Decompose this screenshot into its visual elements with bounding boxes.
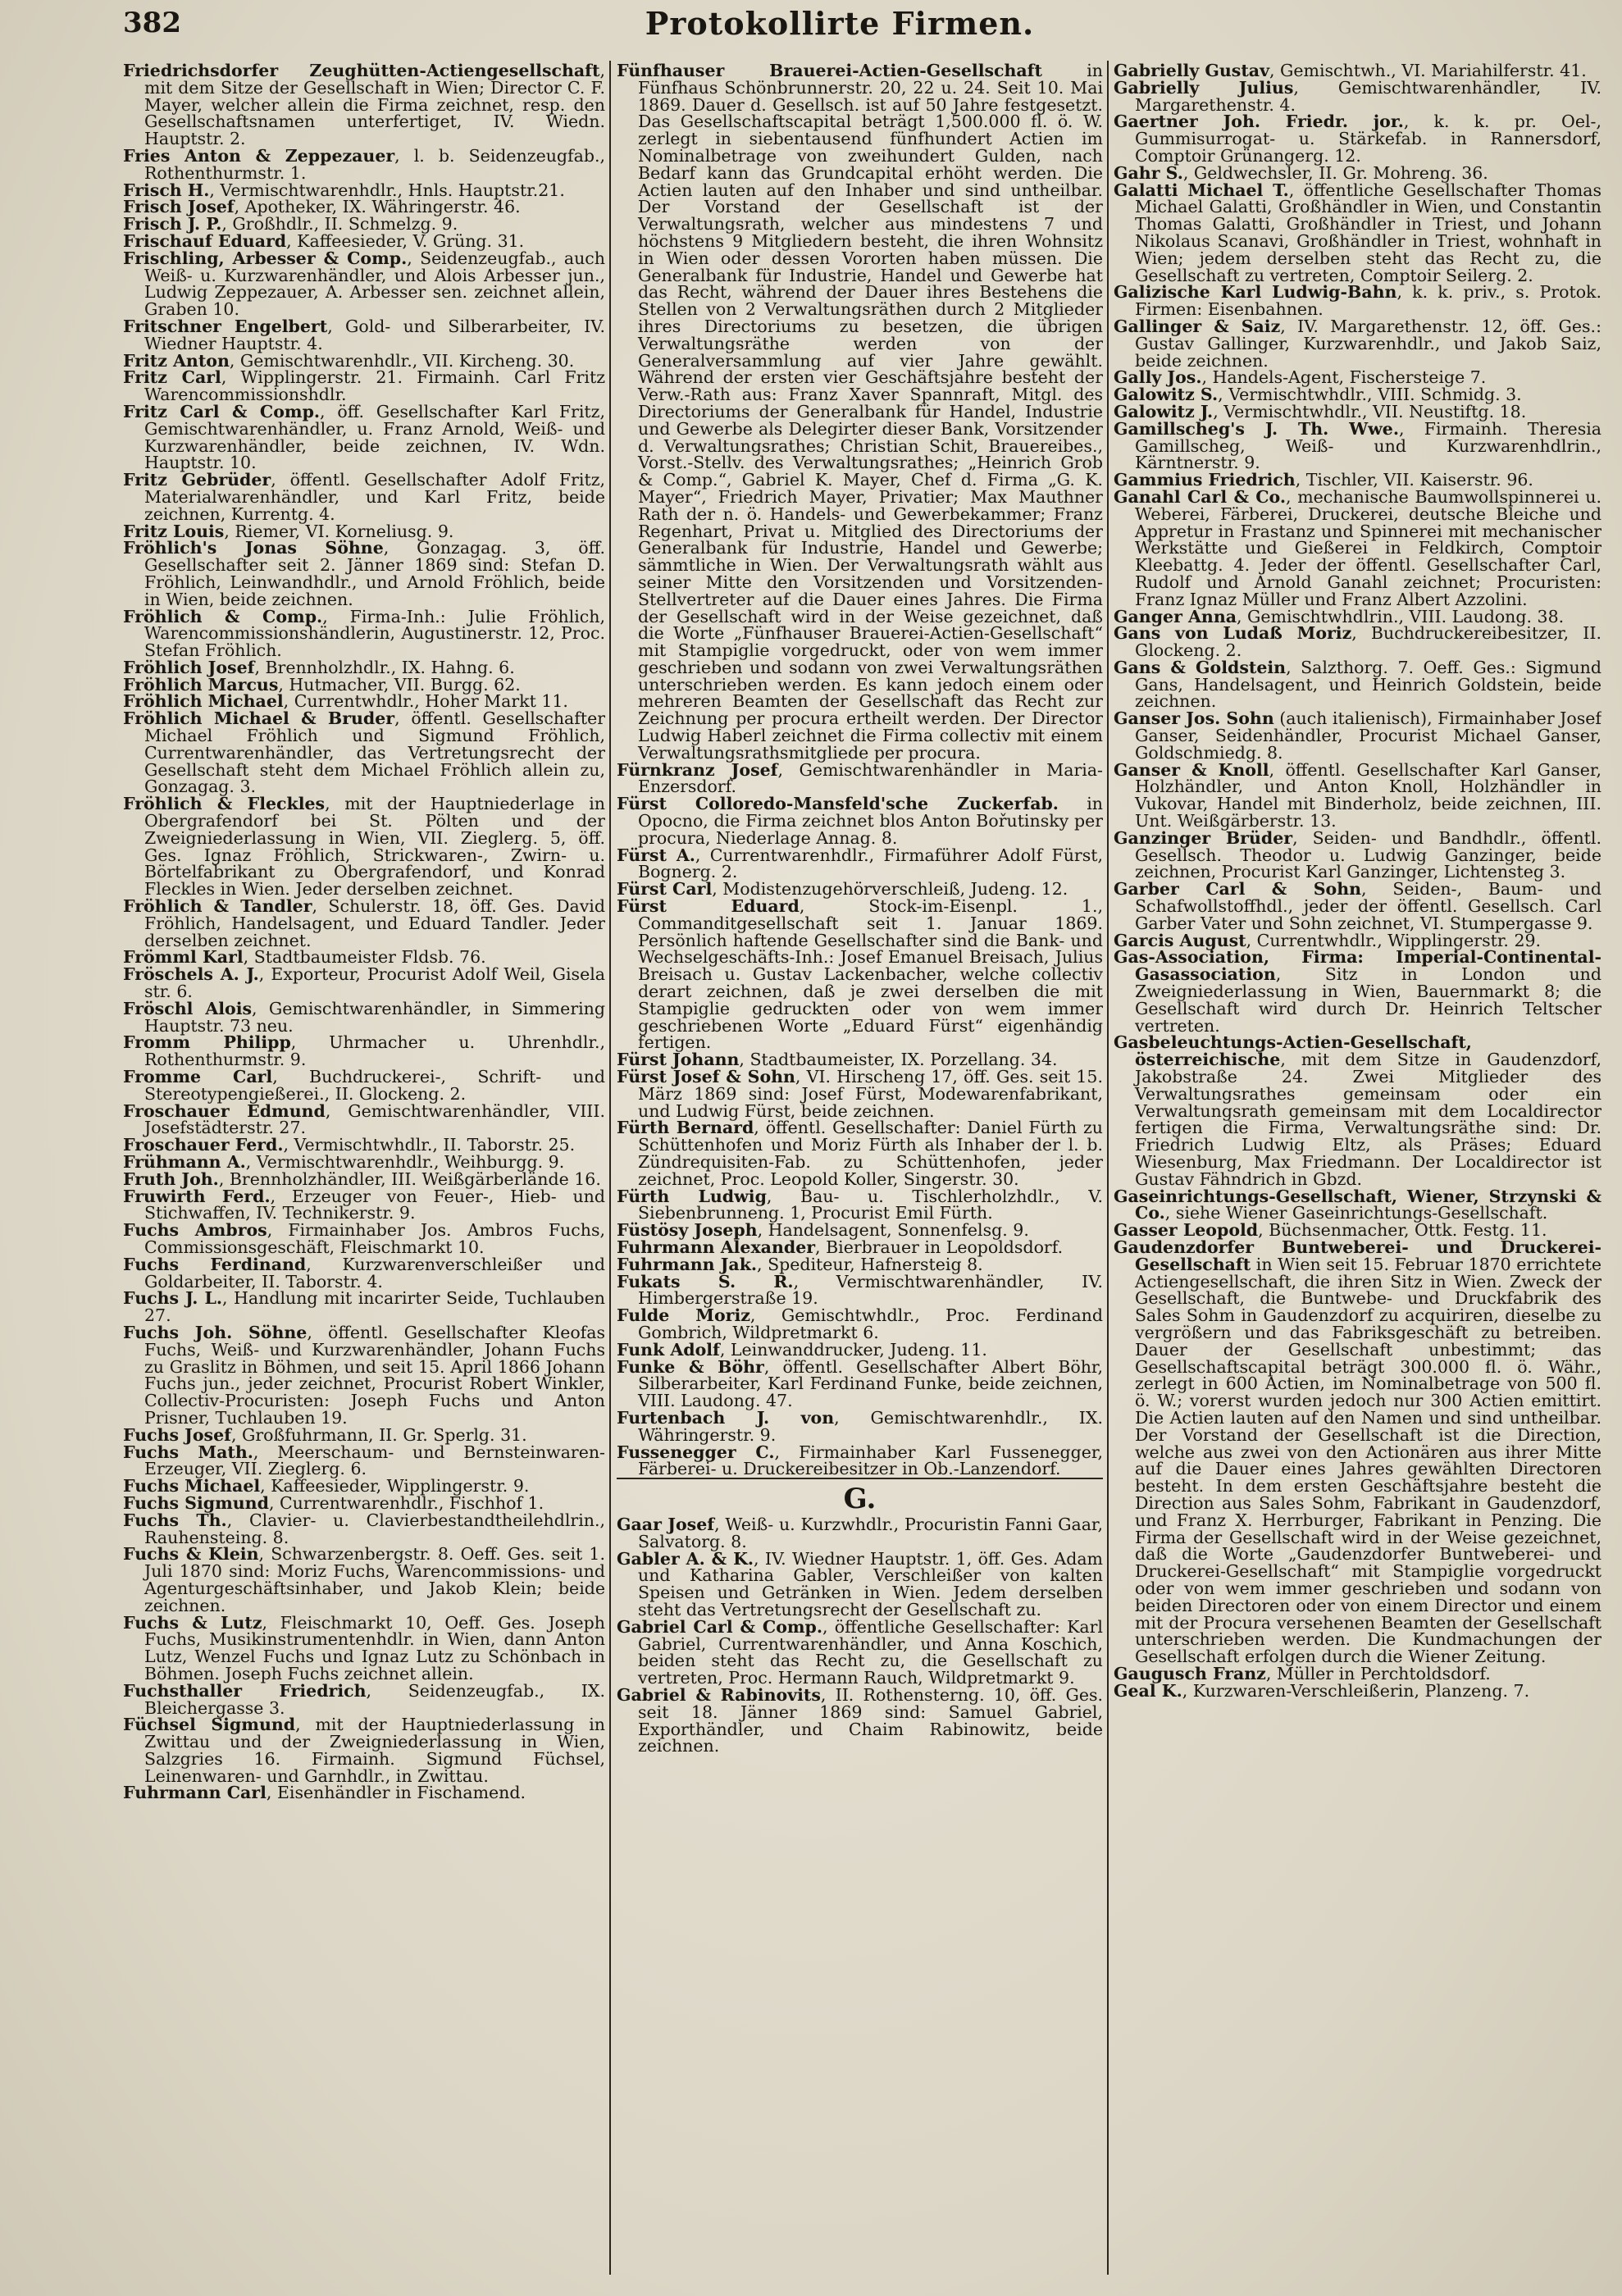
firm-entry: [123, 1784, 605, 1802]
firm-entry: [123, 350, 605, 371]
firm-name: Fuchs Joh. Söhne: [123, 1322, 308, 1342]
firm-entry: [123, 1168, 605, 1189]
firm-details: , Vermischtwarenhändler, IV. Himbergerstraße 19.: [638, 1271, 1103, 1309]
firm-entry: [1114, 625, 1601, 659]
firm-entry: [617, 62, 1103, 762]
firm-details: , Büchsenmacher, Ottk. Festg. 11.: [1258, 1220, 1547, 1241]
firm-entry: [123, 898, 605, 949]
firm-details: , öffentl. Gesellschafter: Daniel Fürth zu Schüttenhofen und Moriz Fürth als Inhaber der l. b. Zündrequisiten-Fab. zu Schüttenhofen, jeder zeichnet, Proc. Leopold Koller, Singerstr. 30.: [638, 1118, 1103, 1189]
firm-details: , Schwarzenbergstr. 8. Oeff. Ges. seit 1. Juli 1870 sind: Moriz Fuchs, Warencommissions- und Agenturgeschäftsinhaber, und Jakob Klein; beide zeichnen.: [144, 1544, 605, 1615]
firm-details: , Bau- u. Tischlerholzhdlr., V. Siebenbrunneng. 1, Procurist Emil Fürth.: [638, 1186, 1103, 1223]
firm-name: Frömml Karl: [123, 947, 244, 968]
firm-name: Fruwirth Ferd.: [123, 1186, 271, 1206]
firm-entry: [617, 1548, 1103, 1620]
firm-entry: [617, 1222, 1103, 1239]
column-rule: [609, 61, 611, 2275]
firm-details: , Vermischtwhdlr., VII. Neustiftg. 18.: [1213, 401, 1527, 421]
firm-entry: [123, 230, 605, 251]
firm-entry: [123, 1137, 605, 1154]
firm-name: Fröschels A. J.: [123, 964, 259, 985]
firm-entry: [123, 1716, 605, 1784]
firm-details: , Kaffeesieder, V. Grüng. 31.: [286, 230, 525, 251]
firm-details: , öffentl. Gesellschafter Michael Fröhlich und Sigmund Fröhlich, Currentwarenhändler, das Vertretungsrecht der Gesellschaft steht dem Michael Fröhlich allein zu, Gonzagag. 3.: [144, 708, 605, 797]
firm-entry: [123, 1546, 605, 1614]
firm-entry: [1114, 1034, 1601, 1187]
firm-entry: [1114, 386, 1601, 403]
firm-name: Fuchs Th.: [123, 1510, 227, 1530]
firm-details: , Vermischtwarenhdlr., Hnls. Hauptstr.21.: [209, 180, 565, 200]
firm-entry: [123, 1612, 605, 1683]
firm-name: Fröschl Alois: [123, 998, 253, 1018]
firm-details: , Gemischtwarenhändler, VIII. Josefstädterstr. 27.: [144, 1100, 605, 1138]
firm-details: , Kaffeesieder, Wipplingerstr. 9.: [260, 1476, 530, 1496]
firm-entry: [1114, 1239, 1601, 1665]
firm-name: Fröhlich Michael: [123, 691, 284, 712]
firm-name: Fröhlich's Jonas Söhne: [123, 538, 384, 558]
firm-name: Friedrichsdorfer Zeughütten-Actiengesellschaft: [123, 62, 600, 80]
firm-details: , Handlung mit incarirter Seide, Tuchlauben 27.: [144, 1288, 605, 1326]
firm-name: Gamillscheg's J. Th. Wwe.: [1114, 418, 1399, 439]
firm-name: Gasser Leopold: [1114, 1220, 1259, 1241]
firm-name: Fulde Moriz: [617, 1305, 750, 1326]
firm-name: Gans & Goldstein: [1114, 657, 1287, 677]
firm-name: Gans von Ludaß Moriz: [1114, 623, 1352, 644]
firm-details: , Firmainhaber Jos. Ambros Fuchs, Commissionsgeschäft, Fleischmarkt 10.: [144, 1220, 605, 1257]
firm-details: , IV. Wiedner Hauptstr. 1, öff. Ges. Adam und Katharina Gabler, Verschleißer von kalten Speisen und Getränken in Wien. Jedem derselben steht das Vertretungsrecht der Gesellschaft zu.: [638, 1548, 1103, 1620]
firm-details: , Weiß- u. Kurzwhdlr., Procuristin Fanni Gaar, Salvatorg. 8.: [638, 1514, 1103, 1551]
firm-name: Galowitz J.: [1114, 401, 1214, 421]
firm-entry: [617, 1068, 1103, 1119]
firm-name: Fürst Carl: [617, 879, 713, 900]
firm-name: Fünfhauser Brauerei-Actien-Gesellschaft: [617, 62, 1042, 80]
firm-name: Ganser & Knoll: [1114, 759, 1269, 780]
firm-details: , Geldwechsler, II. Gr. Mohreng. 36.: [1182, 162, 1488, 183]
firm-details: , Firmainh. Theresia Gamillscheg, Weiß- und Kurzwarenhdlrin., Kärntnerstr. 9.: [1135, 418, 1601, 473]
firm-details: , öffentl. Gesellschafter Kleofas Fuchs, Weiß- und Kurzwarenhändler, Johann Fuchs zu Graslitz in Böhmen, und seit 15. April 1866 Johann Fuchs jun., jeder zeichnet, Procurist Robert Winkler, Collectiv-Procuristen: Joseph Fuchs und Anton Prisner, Tuchlauben 19.: [144, 1322, 605, 1428]
firm-entry: [617, 898, 1103, 1051]
firm-name: Fuchs & Klein: [123, 1544, 259, 1565]
firm-name: Ganser Jos. Sohn: [1114, 708, 1274, 729]
firm-name: Ganzinger Brüder: [1114, 827, 1293, 848]
firm-name: Gaugusch Franz: [1114, 1663, 1266, 1683]
firm-entry: [1114, 710, 1601, 761]
firm-name: Funke & Böhr: [617, 1356, 764, 1377]
firm-name: Gaertner Joh. Friedr. jor.: [1114, 112, 1404, 132]
firm-details: , Gold- und Silberarbeiter, IV. Wiedner Hauptstr. 4.: [144, 316, 605, 353]
firm-details: , Riemer, VI. Korneliusg. 9.: [224, 521, 454, 541]
firm-name: Gabrielly Gustav: [1114, 62, 1269, 80]
firm-details: , öffentl. Gesellschafter Karl Ganser, Holzhändler, und Anton Knoll, Holzhändler in Vukovar, Handel mit Binderholz, beide zeichnen, III. Unt. Weißgärberstr. 13.: [1135, 759, 1601, 831]
firm-name: Fürst Colloredo-Mansfeld'sche Zuckerfab.: [617, 794, 1059, 814]
firm-name: Fröhlich & Tandler: [123, 896, 312, 917]
firm-details: , öffentl. Gesellschafter Albert Böhr, Silberarbeiter, Karl Ferdinand Funke, beide zeichnen, VIII. Laudong. 47.: [638, 1356, 1103, 1411]
firm-details: , öffentl. Gesellschafter Adolf Fritz, Materialwarenhändler, und Karl Fritz, beide zeichnen, Kurrentg. 4.: [144, 470, 605, 524]
firm-entry: [123, 1068, 605, 1103]
firm-details: , öffentliche Gesellschafter: Karl Gabriel, Currentwarenhändler, und Anna Koschich, beiden steht das Recht zu, die Gesellschaft zu vertreten, Proc. Hermann Rauch, Wildpretmarkt 9.: [638, 1616, 1103, 1688]
firm-details: , Firmainhaber Karl Fussenegger, Färberei- u. Druckereibesitzer in Ob.-Lanzendorf.: [638, 1442, 1103, 1479]
firm-details: , l. b. Seidenzeugfab., Rothenthurmstr. 1.: [144, 145, 605, 183]
firm-details: , Gemischtwhdlrin., VIII. Laudong. 38.: [1237, 606, 1565, 626]
firm-name: Fürst A.: [617, 845, 695, 865]
firm-entry: [1114, 659, 1601, 710]
firm-name: Fürth Ludwig: [617, 1186, 767, 1206]
firm-name: Füchsel Sigmund: [123, 1715, 296, 1735]
firm-entry: [123, 1154, 605, 1171]
firm-name: Gallinger & Saiz: [1114, 316, 1281, 336]
firm-entry: [617, 1256, 1103, 1273]
page-header: [123, 0, 1589, 46]
firm-name: Fuchs J. L.: [123, 1288, 223, 1309]
firm-name: Fuchs Ferdinand: [123, 1254, 307, 1274]
firm-details: , Gemischtwarenhdlr., VII. Kircheng. 30.: [229, 350, 575, 371]
firm-entry: [123, 608, 605, 659]
firm-name: Frischling, Arbesser & Comp.: [123, 248, 408, 268]
firm-entry: [1114, 284, 1601, 318]
firm-details: , Hutmacher, VII. Burgg. 62.: [278, 674, 521, 695]
firm-details: , Stadtbaumeister Fldsb. 76.: [243, 947, 486, 968]
firm-entry: [123, 1000, 605, 1035]
firm-details: , Großhdlr., II. Schmelzg. 9.: [221, 214, 458, 235]
firm-entry: [123, 795, 605, 898]
firm-name: Fuhrmann Alexander: [617, 1237, 816, 1257]
firm-name: Gammius Friedrich: [1114, 470, 1296, 490]
firm-entry: [123, 966, 605, 1000]
firm-details: , Seidenzeugfab., IX. Bleichergasse 3.: [144, 1680, 605, 1718]
firm-details: , Sitz in London und Zweigniederlassung in Wien, Bauernmarkt 8; die Gesellschaft wird durch Dr. Heinrich Teltscher vertreten.: [1135, 964, 1601, 1036]
firm-name: Gahr S.: [1114, 162, 1183, 183]
firm-details: , Modistenzugehörverschleiß, Judeng. 12.: [712, 879, 1068, 900]
firm-entry: [617, 795, 1103, 846]
firm-entry: [1114, 182, 1601, 285]
firm-details: , Buchdruckereibesitzer, II. Glockeng. 2.: [1135, 623, 1601, 661]
firm-details: , Kurzwarenverschleißer und Goldarbeiter, II. Taborstr. 4.: [144, 1254, 605, 1292]
firm-entry: [617, 1616, 1103, 1688]
firm-entry: [617, 1684, 1103, 1756]
firm-name: Frisch Josef: [123, 197, 235, 217]
firm-entry: [123, 949, 605, 966]
firm-entry: [123, 676, 605, 694]
firm-name: Fromm Philipp: [123, 1032, 291, 1053]
firm-name: Fritz Carl: [123, 367, 221, 388]
firm-details: , Gemischtwarenhdlr., IX. Währingerstr. 9.: [638, 1407, 1103, 1445]
firm-details: , Erzeuger von Feuer-, Hieb- und Stichwaffen, IV. Technikerstr. 9.: [144, 1186, 605, 1223]
firm-details: , Currentwhdlr., Hoher Markt 11.: [283, 691, 568, 712]
firm-details: , Seiden-, Baum- und Schafwollstoffhdl., jeder der öffentl. Gesellsch. Carl Garber Vater und Sohn zeichnet, VI. Stumpergasse 9.: [1135, 879, 1601, 933]
firm-entry: [1114, 1680, 1601, 1701]
firm-entry: [617, 881, 1103, 898]
firm-name: Fries Anton & Zeppezauer: [123, 145, 395, 166]
firm-entry: [123, 540, 605, 608]
section-heading: G.: [843, 1483, 877, 1516]
firm-details: , Brennholzhdlr., IX. Hahng. 6.: [254, 657, 515, 677]
firm-entry: [123, 250, 605, 318]
firm-entry: [123, 216, 605, 233]
firm-entry: [1114, 403, 1601, 421]
firm-name: Fuchs Sigmund: [123, 1492, 269, 1513]
firm-details: , Meerschaum- und Bernsteinwaren-Erzeuger, VII. Zieglerg. 6.: [144, 1442, 605, 1479]
column-2: [617, 62, 1103, 2296]
firm-entry: [123, 1256, 605, 1291]
column-3: [1114, 62, 1601, 2296]
firm-details: , Brennholzhändler, III. Weißgärberlände 16.: [218, 1168, 601, 1189]
column-1: [123, 62, 605, 2296]
firm-name: Garber Carl & Sohn: [1114, 879, 1362, 900]
firm-entry: [123, 1324, 605, 1427]
firm-entry: [617, 847, 1103, 882]
firm-details: , II. Rothensterng. 10, öff. Ges. seit 18. Jänner 1869 sind: Samuel Gabriel, Exporthändler, und Chaim Rabinowitz, beide zeichnen.: [638, 1684, 1103, 1756]
firm-details: , mechanische Baumwollspinnerei u. Weberei, Färberei, Druckerei, deutsche Bleiche und Appretur in Frastanz und Spinnerei mit mechanischer Werkstätte und Gießerei in Feldkirch, Comptoir Kleebattg. 4. Jeder der öffentl. Gesellschafter Carl, Rudolf und Arnold Ganahl zeichnet; Procuristen: Franz Ignaz Müller und Franz Albert Azzolini.: [1135, 486, 1601, 609]
firm-details: , Seidenzeugfab., auch Weiß- u. Kurzwarenhändler, und Alois Arbesser jun., Ludwig Zeppezauer, A. Arbesser sen. zeichnet allein, Graben 10.: [144, 248, 605, 320]
firm-name: Gabrielly Julius: [1114, 77, 1294, 98]
firm-name: Fröhlich Josef: [123, 657, 255, 677]
firm-entry: [1114, 486, 1601, 609]
firm-entry: [123, 1444, 605, 1478]
firm-entry: [1114, 77, 1601, 115]
firm-entry: [123, 1222, 605, 1256]
firm-details: , Seiden- und Bandhdlr., öffentl. Gesellsch. Theodor u. Ludwig Ganzinger, beide zeichnen, Procurist Karl Ganzinger, Lichtensteg 3.: [1135, 827, 1601, 882]
firm-name: Fuchs Math.: [123, 1442, 253, 1462]
firm-name: Gasbeleuchtungs-Actien-Gesellschaft, österreichische: [1114, 1032, 1472, 1070]
firm-details: , VI. Hirscheng 17, öff. Ges. seit 15. März 1869 sind: Josef Fürst, Modewarenfabrikant, und Ludwig Fürst, beide zeichnen.: [638, 1067, 1103, 1121]
firm-name: Froschauer Edmund: [123, 1100, 326, 1121]
firm-name: Frühmann A.: [123, 1152, 246, 1172]
firm-details: , Leinwanddrucker, Judeng. 11.: [719, 1339, 987, 1360]
firm-name: Gaar Josef: [617, 1514, 715, 1534]
firm-name: Garcis August: [1114, 930, 1246, 950]
firm-entry: [1114, 472, 1601, 489]
firm-details: , Clavier- u. Clavierbestandtheilehdlrin., Rauhensteing. 8.: [144, 1510, 605, 1547]
firm-name: Fuchs Ambros: [123, 1220, 267, 1241]
firm-details: (auch italienisch), Firmainhaber Josef Ganser, Seidenhändler, Procurist Michael Ganser, Goldschmiedg. 8.: [1135, 708, 1601, 763]
firm-details: in Wien seit 15. Februar 1870 errichtete Actiengesellschaft, die ihren Sitz in Wien. Zweck der Gesellschaft, die Buntwebe- und Druckfabrik des Sales Sohm in Gaudenzdorf zu acquiriren, dieselbe zu vergrößern und das Fabriksgeschäft zu betreiben. Dauer der Gesellschaft unbestimmt; das Gesellschaftscapital beträgt 300.000 fl. ö. Währ., zerlegt in 600 Actien, im Nominalbetrage von 500 fl. ö. W.; vorerst wurden jedoch nur 300 Actien emittirt. Die Actien lauten auf den Namen und sind untheilbar. Der Vorstand der Gesellschaft ist die Direction, welche aus zwei von den Actionären aus ihrer Mitte auf die Dauer eines Jahres gewählten Directoren besteht. In dem ersten Geschäftsjahre besteht die Direction aus Sales Sohm, Fabrikant in Gaudenzdorf, und Franz X. Herrburger, Fabrikant in Penzing. Die Firma der Gesellschaft wird in der Weise gezeichnet, daß die Worte „Gaudenzdorfer Buntweberei- und Druckerei-Gesellschaft“ mit Stampiglie vorgedruckt oder von wem immer geschrieben und sodann von beiden Directoren oder von einem Director und einem mit der Procura versehenen Beamten der Gesellschaft unterschrieben werden. Die Kundmachungen der Gesellschaft erfolgen durch die Wiener Zeitung.: [1135, 1254, 1601, 1667]
firm-entry: [1114, 608, 1601, 626]
firm-name: Fritz Anton: [123, 350, 230, 371]
firm-name: Fuchs Michael: [123, 1476, 261, 1496]
firm-entry: [123, 1034, 605, 1068]
firm-entry: [123, 1188, 605, 1223]
firm-entry: [123, 710, 605, 795]
firm-entry: [123, 62, 605, 148]
firm-details: , Gemischtwarenhändler, IV. Margarethenstr. 4.: [1135, 77, 1601, 115]
firm-entry: [1114, 369, 1601, 386]
firm-details: , Apotheker, IX. Währingerstr. 46.: [234, 197, 521, 217]
firm-entry: [1114, 418, 1601, 473]
firm-name: Gabler A. & K.: [617, 1548, 754, 1569]
firm-details: , Handelsagent, Sonnenfelsg. 9.: [757, 1220, 1029, 1241]
firm-name: Froschauer Ferd.: [123, 1135, 284, 1155]
page-number: 382: [123, 7, 181, 39]
firm-details: , Buchdruckerei-, Schrift- und Stereotypengießerei., II. Glockeng. 2.: [144, 1067, 605, 1104]
firm-entry: [123, 1492, 605, 1513]
firm-details: , Salzthorg. 7. Oeff. Ges.: Sigmund Gans, Handelsagent, und Heinrich Goldstein, beide zeichnen.: [1135, 657, 1601, 712]
firm-entry: [123, 369, 605, 403]
firm-name: Funk Adolf: [617, 1339, 720, 1360]
firm-name: Fruth Joh.: [123, 1168, 219, 1189]
firm-details: , mit dem Sitze der Gesellschaft in Wien; Director C. F. Mayer, welcher allein die Firma zeichnet, resp. den Gesellschaftsnamen unterfertiget, IV. Wiedn. Hauptstr. 2.: [144, 62, 605, 149]
firm-name: Fröhlich Marcus: [123, 674, 279, 695]
firm-details: , Gonzagag. 3, öff. Gesellschafter seit 2. Jänner 1869 sind: Stefan D. Fröhlich, Leinwandhdlr., und Arnold Fröhlich, beide in Wien, beide zeichnen.: [144, 538, 605, 609]
firm-details: , Schulerstr. 18, öff. Ges. David Fröhlich, Handelsagent, und Eduard Tandler. Jeder derselben zeichnet.: [144, 896, 605, 950]
firm-name: Fussenegger C.: [617, 1442, 775, 1462]
firm-name: Fritz Gebrüder: [123, 470, 271, 490]
firm-name: Fritz Louis: [123, 521, 225, 541]
firm-name: Gaudenzdorfer Buntweberei- und Druckerei-Gesellschaft: [1114, 1237, 1601, 1274]
firm-name: Gabriel Carl & Comp.: [617, 1616, 823, 1637]
firm-details: , öffentliche Gesellschafter Thomas Michael Galatti, Großhändler in Wien, und Constantin Thomas Galatti, Großhändler in Triest, und Johann Nikolaus Scanavi, Großhändler in Triest, wohnhaft in Wien; jedem derselben steht das Recht zu, die Gesellschaft zu vertreten, Comptoir Seilerg. 2.: [1135, 180, 1601, 285]
firm-entry: [1114, 1665, 1601, 1683]
firm-details: , Stadtbaumeister, IX. Porzellang. 34.: [739, 1050, 1058, 1070]
firm-entry: [123, 693, 605, 710]
firm-entry: [617, 1516, 1103, 1551]
firm-name: Fröhlich & Fleckles: [123, 794, 326, 814]
firm-details: , Spediteur, Hafnersteig 8.: [757, 1254, 983, 1274]
firm-details: in Opocno, die Firma zeichnet blos Anton Bořutinsky per procura, Niederlage Annag. 8.: [638, 794, 1103, 848]
firm-name: Fürst Josef & Sohn: [617, 1067, 795, 1087]
firm-entry: [617, 1444, 1103, 1478]
firm-entry: [1114, 1222, 1601, 1239]
firm-details: , Uhrmacher u. Uhrenhdlr., Rothenthurmstr. 9.: [144, 1032, 605, 1070]
firm-details: , Stock-im-Eisenpl. 1., Commanditgesellschaft seit 1. Januar 1869. Persönlich haftende Gesellschafter sind die Bank- und Wechselgeschäfts-Inh.: Josef Emanuel Breisach, Julius Breisach u. Gustav Lackenbacher, welche collectiv derart zeichnen, daß je zwei derselben die mit Stampiglie gedruckten oder von wem immer geschriebenen Worte „Eduard Fürst“ eigenhändig fertigen.: [638, 896, 1103, 1053]
firm-details: , öff. Gesellschafter Karl Fritz, Gemischtwarenhändler, u. Franz Arnold, Weiß- und Kurzwarenhändler, beide zeichnen, IV. Wdn. Hauptstr. 10.: [144, 401, 605, 473]
firm-name: Frischauf Eduard: [123, 230, 287, 251]
firm-entry: [617, 1188, 1103, 1223]
firm-name: Fuchs Josef: [123, 1424, 231, 1445]
firm-entry: [617, 1273, 1103, 1308]
firm-name: Fuhrmann Jak.: [617, 1254, 758, 1274]
firm-entry: [123, 145, 605, 183]
firm-name: Furtenbach J. von: [617, 1407, 835, 1428]
firm-details: , Wipplingerstr. 21. Firmainh. Carl Fritz Warencommissionshdlr.: [144, 367, 605, 405]
firm-entry: [123, 1680, 605, 1718]
column-rule: [1107, 61, 1109, 2275]
firm-entry: [123, 198, 605, 216]
firm-details: , mit der Hauptniederlage in Obergrafendorf bei St. Pölten und der Zweigniederlassung in Wien, VII. Zieglerg. 5, öff. Ges. Ignaz Fröhlich, Strickwaren-, Zwirn- u. Börtelfabrikant zu Obergrafendorf, und Konrad Fleckles in Wien. Jeder derselben zeichnet.: [144, 794, 605, 900]
firm-entry: [123, 182, 605, 199]
firm-name: Fürth Bernard: [617, 1118, 754, 1138]
firm-name: Gally Jos.: [1114, 367, 1202, 388]
firm-entry: [1114, 113, 1601, 164]
firm-entry: [1114, 759, 1601, 831]
firm-name: Fröhlich & Comp.: [123, 606, 323, 626]
firm-details: , Handels-Agent, Fischersteige 7.: [1201, 367, 1487, 388]
firm-entry: [1114, 162, 1601, 183]
firm-name: Fritschner Engelbert: [123, 316, 328, 336]
firm-name: Fukats S. R.: [617, 1271, 794, 1292]
firm-details: , Tischler, VII. Kaiserstr. 96.: [1295, 470, 1533, 490]
firm-entry: [617, 1051, 1103, 1068]
firm-name: Gas-Association, Firma: Imperial-Continental-Gasassociation: [1114, 947, 1601, 985]
firm-entry: [617, 1307, 1103, 1342]
firm-entry: [123, 659, 605, 676]
firm-details: , Kurzwaren-Verschleißerin, Planzeng. 7.: [1182, 1680, 1530, 1701]
firm-details: , Gemischtwarenhändler in Maria-Enzersdorf.: [638, 759, 1103, 797]
firm-entry: [617, 1407, 1103, 1445]
firm-entry: [123, 472, 605, 522]
firm-details: , Vermischtwhdlr., VIII. Schmidg. 3.: [1218, 385, 1522, 405]
firm-name: Galizische Karl Ludwig-Bahn: [1114, 282, 1397, 303]
firm-details: , Müller in Perchtoldsdorf.: [1265, 1663, 1491, 1683]
firm-details: , Vermischtwhdlr., II. Taborstr. 25.: [283, 1135, 576, 1155]
running-head: Protokollirte Firmen.: [645, 4, 1035, 42]
firm-details: , Großfuhrmann, II. Gr. Sperlg. 31.: [230, 1424, 527, 1445]
firm-details: , Vermischtwarenhdlr., Weihburgg. 9.: [245, 1152, 565, 1172]
firm-entry: [617, 1356, 1103, 1411]
firm-details: , Eisenhändler in Fischamend.: [266, 1783, 526, 1803]
firm-entry: [1114, 1188, 1601, 1223]
firm-entry: [617, 1119, 1103, 1187]
firm-name: Frisch H.: [123, 180, 210, 200]
firm-details: , Fleischmarkt 10, Oeff. Ges. Joseph Fuchs, Musikinstrumentenhdlr. in Wien, dann Anton Lutz, Wenzel Fuchs und Ignaz Lutz zu Schönbach in Böhmen. Joseph Fuchs zeichnet allein.: [144, 1612, 605, 1683]
firm-details: , Currentwhdlr., Wipplingerstr. 29.: [1246, 930, 1542, 950]
firm-name: Frisch J. P.: [123, 214, 222, 235]
firm-name: Füstösy Joseph: [617, 1220, 758, 1241]
firm-details: in Fünfhaus Schönbrunnerstr. 20, 22 u. 24. Seit 10. Mai 1869. Dauer d. Gesellsch. ist auf 50 Jahre festgesetzt. Das Gesellschaftscapital beträgt 1,500.000 fl. ö. W. zerlegt in siebentausend fünfhundert Actien im Nominalbetrage von zweihundert Gulden, nach Bedarf kann das Grundcapital erhöht werden. Die Actien lauten auf den Inhaber und sind untheilbar. Der Vorstand der Gesellschaft ist der Verwaltungsrath, welcher aus mindestens 7 und höchstens 9 Mitgliedern besteht, die ihren Wohnsitz in Wien oder dessen Vororten haben müssen. Die Generalbank für Industrie, Handel und Gewerbe hat das Recht, während der Dauer ihres Bestehens die Stellen von 2 Verwaltungsräthen durch 2 Mitglieder ihres Directoriums zu besetzen, die übrigen Verwaltungsräthe werden von der Generalversammlung auf vier Jahre gewählt. Während der ersten vier Geschäftsjahre besteht der Verw.-Rath aus: Franz Xaver Spannraft, Mitgl. des Directoriums der Generalbank für Handel, Industrie und Gewerbe als Delegirter dieser Bank, Vorsitzender d. Verwaltungsrathes; Christian Schit, Brauereibes., Vorst.-Stellv. des Verwaltungsrathes; „Heinrich Grob & Comp.“, Gabriel K. Mayer, Chef d. Firma „G. K. Mayer“, Friedrich Mayer, Privatier; Max Mauthner Rath der n. ö. Handels- und Gewerbekammer; Franz Regenhart, Privat u. Mitglied des Directoriums der Generalbank für Industrie, Handel und Gewerbe; sämmtliche in Wien. Der Verwaltungsrath wählt aus seiner Mitte den Vorsitzenden und Vorsitzenden-Stellvertreter auf die Dauer eines Jahres. Die Firma der Gesellschaft wird in der Weise gezeichnet, daß die Worte „Fünfhauser Brauerei-Actien-Gesellschaft“ mit Stampiglie vorgedruckt, oder von wem immer geschrieben und sodann von zwei Verwaltungsräthen unterschrieben werden. Es kann jedoch einem oder mehreren Beamten der Gesellschaft das Recht zur Zeichnung per procura ertheilt werden. Der Director Ludwig Haberl zeichnet die Firma collectiv mit einem Verwaltungsrathsmitgliede per procura.: [638, 62, 1103, 763]
firm-details: , mit dem Sitze in Gaudenzdorf, Jakobstraße 24. Zwei Mitglieder des Verwaltungsrathes gemeinsam oder ein Verwaltungsrath gemeinsam mit dem Localdirector fertigen die Firma, Verwaltungsräthe sind: Dr. Friedrich Ludwig Eltz, als Präses; Eduard Wiesenburg, Max Friedmann. Der Localdirector ist Gustav Fähndrich in Gbzd.: [1135, 1050, 1601, 1189]
firm-entry: [617, 1339, 1103, 1360]
firm-details: , k. k. pr. Oel-, Gummisurrogat- u. Stärkefab. in Rannersdorf, Comptoir Grünangerg. 12.: [1135, 112, 1601, 166]
firm-name: Ganahl Carl & Co.: [1114, 486, 1287, 507]
firm-entry: [123, 403, 605, 472]
firm-details: , Bierbrauer in Leopoldsdorf.: [815, 1237, 1064, 1257]
firm-details: , Gemischtwarenhändler, in Simmering Hauptstr. 73 neu.: [144, 998, 605, 1036]
firm-name: Geal K.: [1114, 1680, 1182, 1701]
firm-name: Gaseinrichtungs-Gesellschaft, Wiener, Strzynski & Co.: [1114, 1186, 1601, 1223]
firm-details: , mit der Hauptniederlassung in Zwittau und der Zweigniederlassung in Wien, Salzgries 16. Firmainh. Sigmund Füchsel, Leinenwaren- und Garnhdlr., in Zwittau.: [144, 1715, 605, 1786]
firm-details: , Firma-Inh.: Julie Fröhlich, Warencommissionshändlerin, Augustinerstr. 12, Proc. Stefan Fröhlich.: [144, 606, 605, 661]
firm-entry: [123, 523, 605, 540]
firm-name: Fritz Carl & Comp.: [123, 401, 321, 421]
firm-details: , siehe Wiener Gaseinrichtungs-Gesellschaft.: [1164, 1203, 1548, 1223]
firm-entry: [1114, 827, 1601, 882]
firm-name: Fuhrmann Carl: [123, 1783, 267, 1803]
firm-entry: [617, 759, 1103, 797]
firm-entry: [1114, 62, 1601, 80]
firm-entry: [1114, 881, 1601, 932]
firm-entry: [123, 1424, 605, 1445]
firm-name: Gabriel & Rabinovits: [617, 1684, 821, 1705]
firm-name: Fürnkranz Josef: [617, 759, 778, 780]
firm-details: , Gemischtwhdlr., Proc. Ferdinand Gombrich, Wildpretmarkt 6.: [638, 1305, 1103, 1342]
firm-details: , Gemischtwh., VI. Mariahilferstr. 41.: [1269, 62, 1587, 80]
firm-details: , k. k. priv., s. Protok. Firmen: Eisenbahnen.: [1135, 282, 1601, 320]
firm-name: Galowitz S.: [1114, 385, 1219, 405]
firm-entry: [617, 1239, 1103, 1256]
firm-entry: [123, 1478, 605, 1495]
firm-name: Galatti Michael T.: [1114, 180, 1289, 200]
firm-entry: [1114, 949, 1601, 1034]
firm-name: Fuchsthaller Friedrich: [123, 1680, 367, 1701]
firm-details: , Currentwarenhdlr., Fischhof 1.: [268, 1492, 544, 1513]
firm-entry: [123, 1512, 605, 1547]
firm-entry: [1114, 318, 1601, 369]
firm-name: Ganger Anna: [1114, 606, 1237, 626]
firm-name: Fuchs & Lutz: [123, 1612, 262, 1633]
firm-name: Fürst Eduard: [617, 896, 800, 917]
firm-details: , IV. Margarethenstr. 12, öff. Ges.: Gustav Gallinger, Kurzwarenhdlr., und Jakob Saiz, beide zeichnen.: [1135, 316, 1601, 371]
firm-name: Fröhlich Michael & Bruder: [123, 708, 395, 729]
firm-details: , Exporteur, Procurist Adolf Weil, Gisela str. 6.: [144, 964, 605, 1002]
firm-entry: [123, 318, 605, 353]
firm-entry: [123, 1100, 605, 1138]
firm-entry: [1114, 932, 1601, 950]
firm-name: Fürst Johann: [617, 1050, 740, 1070]
firm-details: , Currentwarenhdlr., Firmaführer Adolf Fürst, Bognerg. 2.: [638, 845, 1103, 882]
firm-name: Fromme Carl: [123, 1067, 273, 1087]
firm-entry: [123, 1290, 605, 1324]
